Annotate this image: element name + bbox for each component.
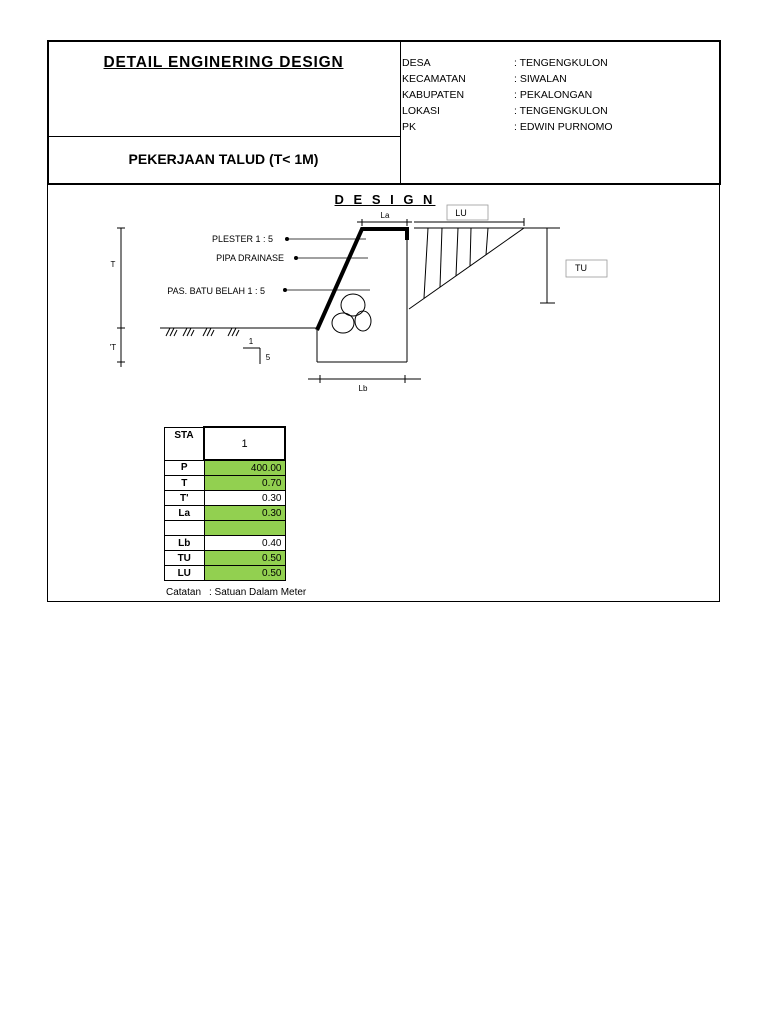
table-row — [165, 460, 286, 476]
work-title: PEKERJAAN TALUD (T< 1M) — [128, 151, 319, 167]
parameter-table — [164, 426, 286, 581]
lu-label-box — [447, 205, 488, 220]
info-label-pk: PK — [402, 121, 417, 133]
param-label: T — [165, 476, 205, 491]
note-label: Catatan — [166, 587, 202, 598]
param-label: P — [165, 460, 205, 476]
info-value-desa: : TENGENGKULON — [514, 57, 608, 69]
sta-value: 1 — [204, 427, 285, 460]
param-value: 0.50 — [204, 566, 285, 581]
info-value-pk: : EDWIN PURNOMO — [514, 121, 613, 133]
t-prime-label: 'T — [109, 343, 117, 352]
grass-marks — [166, 328, 239, 336]
t-label: T — [110, 260, 116, 269]
slope-label-1: 1 — [248, 337, 254, 346]
la-label: La — [380, 211, 390, 220]
sta-label: STA — [165, 427, 205, 460]
note-text: : Satuan Dalam Meter — [209, 587, 307, 598]
param-label — [165, 521, 205, 536]
info-label-lokasi: LOKASI — [402, 105, 440, 117]
table-row — [165, 427, 286, 460]
param-value: 0.40 — [204, 536, 285, 551]
table-row — [165, 521, 286, 536]
param-label: Lb — [165, 536, 205, 551]
plaster-coat — [317, 229, 407, 330]
table-row — [165, 476, 286, 491]
plester-label: PLESTER 1 : 5 — [211, 234, 273, 244]
table-row — [165, 491, 286, 506]
param-value: 0.50 — [204, 551, 285, 566]
info-value-kabupaten: : PEKALONGAN — [514, 89, 593, 101]
info-value-lokasi: : TENGENGKULON — [514, 105, 608, 117]
param-value: 0.70 — [204, 476, 285, 491]
param-label: TU — [165, 551, 205, 566]
param-value — [204, 521, 285, 536]
info-label-desa: DESA — [402, 57, 431, 69]
param-label: LU — [165, 566, 205, 581]
tu-label: TU — [575, 263, 587, 273]
param-value: 0.30 — [204, 506, 285, 521]
lu-label: LU — [455, 208, 467, 218]
stone-left — [332, 313, 354, 333]
design-title: D E S I G N — [334, 192, 436, 207]
table-row — [165, 551, 286, 566]
backfill-hatch — [424, 228, 488, 298]
param-label: La — [165, 506, 205, 521]
table-row — [165, 506, 286, 521]
param-value: 400.00 — [204, 460, 285, 476]
lb-label: Lb — [358, 384, 368, 393]
pipa-label: PIPA DRAINASE — [216, 253, 284, 263]
info-value-kecamatan: : SIWALAN — [514, 73, 567, 85]
batu-label: PAS. BATU BELAH 1 : 5 — [167, 286, 265, 296]
stone-right — [355, 311, 371, 331]
param-value: 0.30 — [204, 491, 285, 506]
table-row — [165, 566, 286, 581]
backfill-slope — [409, 228, 524, 309]
table-row — [165, 536, 286, 551]
slope-label-5: 5 — [265, 353, 271, 362]
info-label-kecamatan: KECAMATAN — [402, 73, 466, 85]
document-title: DETAIL ENGINERING DESIGN — [103, 54, 344, 71]
param-label: T' — [165, 491, 205, 506]
info-label-kabupaten: KABUPATEN — [402, 89, 465, 101]
